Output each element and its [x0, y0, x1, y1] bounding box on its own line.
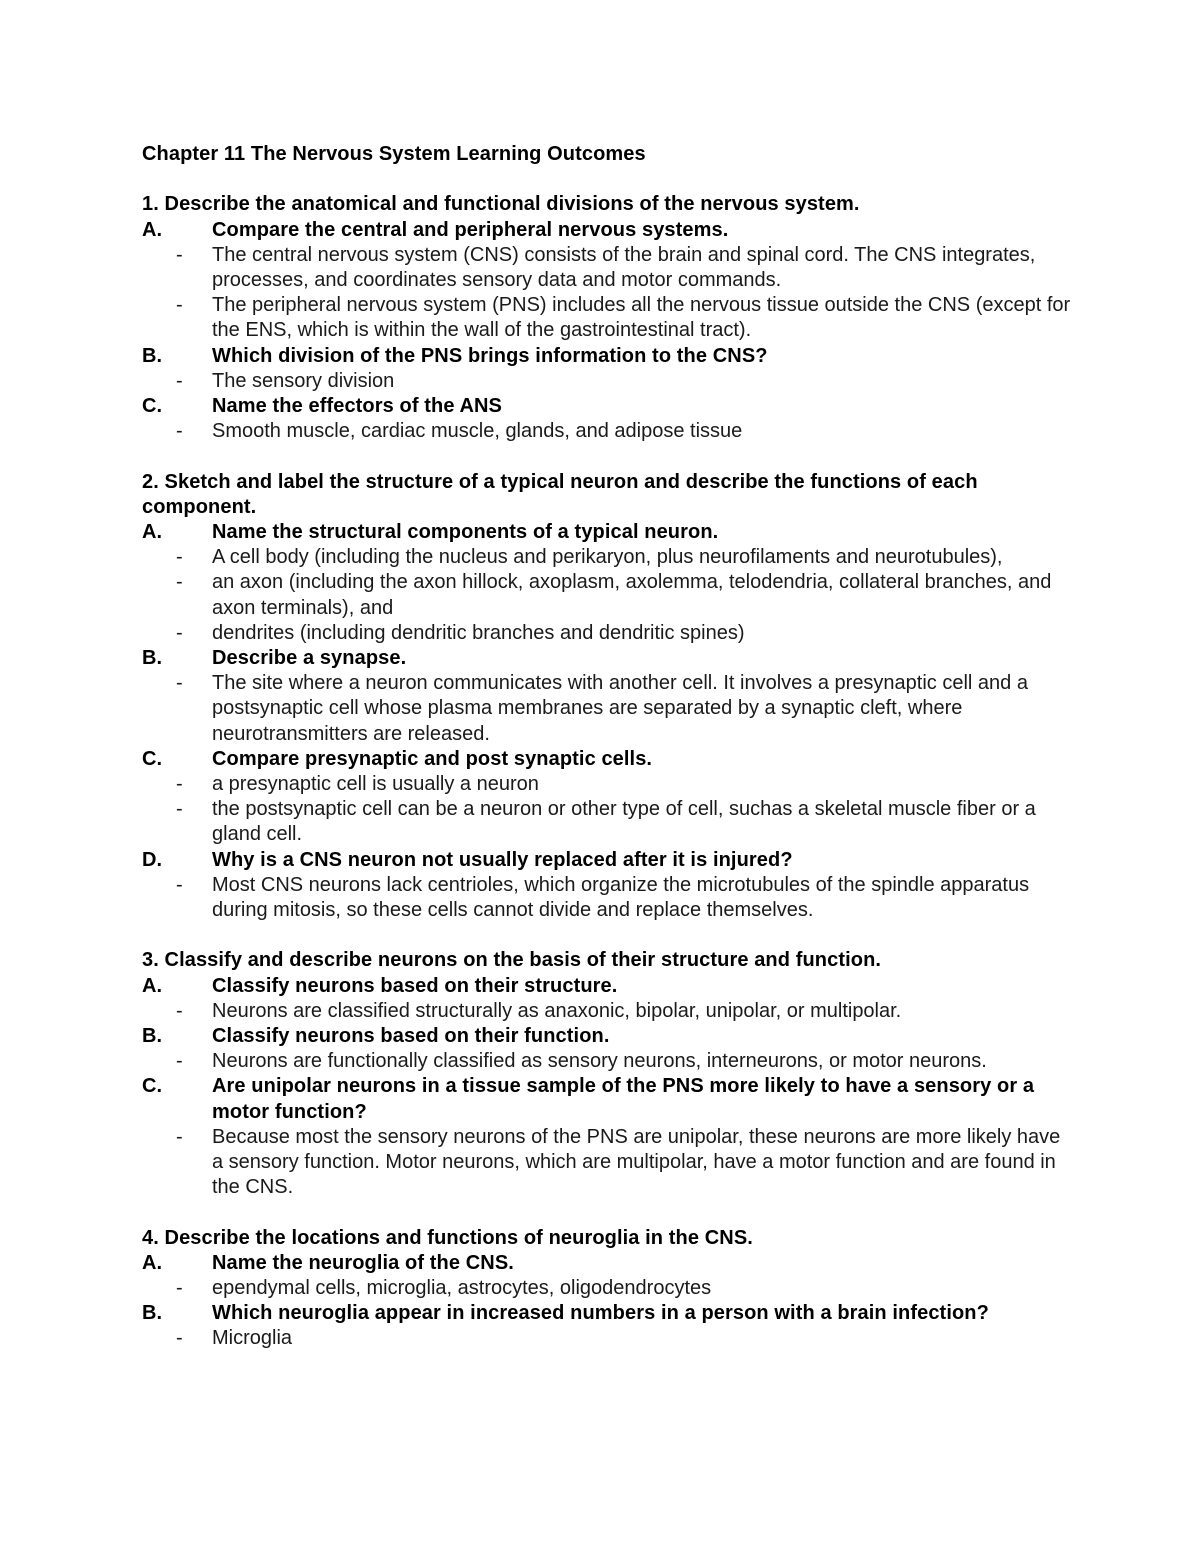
answer-text: Neurons are functionally classified as sensory neurons, interneurons, or motor neurons. — [212, 1050, 987, 1073]
question-block — [142, 1251, 1072, 1301]
question-block — [142, 218, 1072, 344]
answer-text: dendrites (including dendritic branches and dendritic spines) — [212, 621, 745, 644]
section-heading: 2. Sketch and label the structure of a typical neuron and describe the functions of each component. — [142, 470, 978, 518]
question-row — [142, 747, 1072, 772]
question-row — [142, 394, 1072, 419]
document-page — [142, 142, 1072, 1377]
answer-list — [142, 369, 1072, 394]
question-letter: C. — [142, 747, 162, 770]
bullet-dash: - — [176, 873, 183, 896]
bullet-dash: - — [176, 999, 183, 1022]
answer-text: The peripheral nervous system (PNS) includes all the nervous tissue outside the CNS (except for the ENS, which is within the wall of the gastrointestinal tract). — [212, 294, 1071, 342]
answer-item — [142, 999, 1072, 1024]
answer-list — [142, 671, 1072, 747]
bullet-dash: - — [176, 546, 183, 569]
question-letter: B. — [142, 344, 162, 367]
question-row — [142, 1024, 1072, 1049]
question-block — [142, 646, 1072, 747]
bullet-dash: - — [176, 294, 183, 317]
question-letter: A. — [142, 1251, 162, 1274]
question-letter: D. — [142, 848, 162, 871]
bullet-dash: - — [176, 1327, 183, 1350]
answer-item — [142, 293, 1072, 343]
answer-list — [142, 1049, 1072, 1074]
question-letter: A. — [142, 521, 162, 544]
question-text: Classify neurons based on their structure. — [212, 974, 618, 997]
answer-list — [142, 1276, 1072, 1301]
bullet-dash: - — [176, 369, 183, 392]
answer-text: A cell body (including the nucleus and perikaryon, plus neurofilaments and neurotubules), — [212, 546, 1003, 569]
bullet-dash: - — [176, 1277, 183, 1300]
question-block — [142, 848, 1072, 924]
bullet-dash: - — [176, 571, 183, 594]
question-text: Which division of the PNS brings information to the CNS? — [212, 344, 768, 367]
question-text: Compare presynaptic and post synaptic cells. — [212, 747, 653, 770]
question-text: Describe a synapse. — [212, 647, 407, 670]
question-letter: A. — [142, 218, 162, 241]
answer-text: an axon (including the axon hillock, axoplasm, axolemma, telodendria, collateral branches, and axon terminals), and — [212, 571, 1052, 619]
section-heading: 1. Describe the anatomical and functional divisions of the nervous system. — [142, 193, 860, 216]
answer-list — [142, 1326, 1072, 1351]
question-block — [142, 1074, 1072, 1200]
question-text: Name the effectors of the ANS — [212, 395, 502, 418]
question-letter: B. — [142, 1302, 162, 1325]
answer-list — [142, 243, 1072, 344]
question-text: Classify neurons based on their function. — [212, 1025, 610, 1048]
answer-item — [142, 671, 1072, 747]
question-text: Are unipolar neurons in a tissue sample of the PNS more likely to have a sensory or a motor function? — [212, 1075, 1035, 1123]
answer-text: The site where a neuron communicates with another cell. It involves a presynaptic cell and a postsynaptic cell whose plasma membranes are separated by a synaptic cleft, where neurotransmitters are released. — [212, 672, 1028, 745]
answer-text: Microglia — [212, 1327, 293, 1350]
bullet-dash: - — [176, 621, 183, 644]
answer-list — [142, 419, 1072, 444]
answer-list — [142, 999, 1072, 1024]
question-block — [142, 1024, 1072, 1074]
answer-list — [142, 1125, 1072, 1201]
bullet-dash: - — [176, 773, 183, 796]
question-letter: C. — [142, 395, 162, 418]
answer-text: The central nervous system (CNS) consists of the brain and spinal cord. The CNS integrates, processes, and coordinates sensory data and motor commands. — [212, 243, 1036, 291]
answer-item — [142, 545, 1072, 570]
answer-item — [142, 1326, 1072, 1351]
answer-item — [142, 1125, 1072, 1201]
bullet-dash: - — [176, 672, 183, 695]
question-block — [142, 344, 1072, 394]
question-row — [142, 1301, 1072, 1326]
question-letter: B. — [142, 647, 162, 670]
section-heading: 3. Classify and describe neurons on the basis of their structure and function. — [142, 949, 882, 972]
answer-text: the postsynaptic cell can be a neuron or other type of cell, suchas a skeletal muscle fiber or a gland cell. — [212, 798, 1036, 846]
outcome-section — [142, 192, 1072, 444]
question-block — [142, 1301, 1072, 1351]
question-block — [142, 520, 1072, 646]
answer-item — [142, 1049, 1072, 1074]
outcome-section — [142, 1226, 1072, 1352]
question-letter: B. — [142, 1025, 162, 1048]
question-letter: A. — [142, 974, 162, 997]
bullet-dash: - — [176, 1125, 183, 1148]
outcomes-list — [142, 192, 1072, 1351]
answer-list — [142, 545, 1072, 646]
answer-list — [142, 873, 1072, 923]
answer-item — [142, 369, 1072, 394]
question-row — [142, 218, 1072, 243]
outcome-section — [142, 948, 1072, 1200]
question-row — [142, 1074, 1072, 1124]
answer-item — [142, 797, 1072, 847]
answer-item — [142, 419, 1072, 444]
answer-text: ependymal cells, microglia, astrocytes, oligodendrocytes — [212, 1277, 712, 1300]
question-block — [142, 974, 1072, 1024]
answer-item — [142, 621, 1072, 646]
question-text: Name the neuroglia of the CNS. — [212, 1251, 514, 1274]
answer-text: Smooth muscle, cardiac muscle, glands, and adipose tissue — [212, 420, 743, 443]
question-row — [142, 848, 1072, 873]
answer-text: Because most the sensory neurons of the PNS are unipolar, these neurons are more likely have a sensory function. Motor neurons, which are multipolar, have a motor function and are found in the CNS. — [212, 1125, 1061, 1199]
answer-item — [142, 772, 1072, 797]
question-letter: C. — [142, 1075, 162, 1098]
document-title: Chapter 11 The Nervous System Learning Outcomes — [142, 143, 646, 165]
answer-item — [142, 570, 1072, 620]
bullet-dash: - — [176, 798, 183, 821]
question-row — [142, 1251, 1072, 1276]
answer-text: a presynaptic cell is usually a neuron — [212, 773, 539, 796]
question-row — [142, 520, 1072, 545]
question-text: Compare the central and peripheral nervous systems. — [212, 218, 729, 241]
bullet-dash: - — [176, 1050, 183, 1073]
question-text: Name the structural components of a typical neuron. — [212, 521, 719, 544]
answer-text: The sensory division — [212, 369, 395, 392]
section-heading: 4. Describe the locations and functions of neuroglia in the CNS. — [142, 1226, 753, 1249]
question-row — [142, 974, 1072, 999]
answer-item — [142, 243, 1072, 293]
outcome-section — [142, 470, 1072, 924]
question-block — [142, 747, 1072, 848]
question-text: Which neuroglia appear in increased numbers in a person with a brain infection? — [212, 1302, 989, 1325]
answer-item — [142, 1276, 1072, 1301]
answer-text: Neurons are classified structurally as anaxonic, bipolar, unipolar, or multipolar. — [212, 999, 902, 1022]
answer-list — [142, 772, 1072, 848]
answer-item — [142, 873, 1072, 923]
answer-text: Most CNS neurons lack centrioles, which organize the microtubules of the spindle apparatus during mitosis, so these cells cannot divide and replace themselves. — [212, 873, 1030, 922]
question-block — [142, 394, 1072, 444]
bullet-dash: - — [176, 420, 183, 443]
bullet-dash: - — [176, 243, 183, 266]
question-row — [142, 344, 1072, 369]
question-row — [142, 646, 1072, 671]
question-text: Why is a CNS neuron not usually replaced after it is injured? — [212, 848, 793, 871]
